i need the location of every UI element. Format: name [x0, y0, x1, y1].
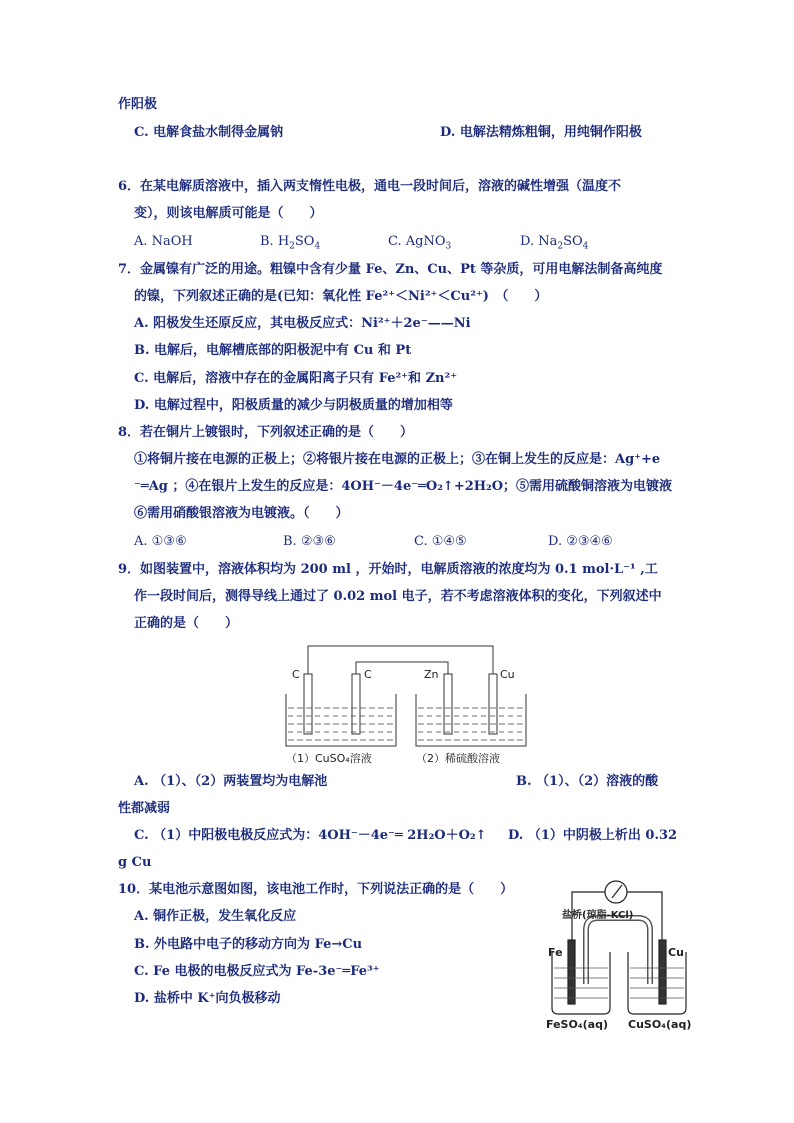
- q9-figure: [278, 638, 528, 768]
- q5-option-c: C. 电解食盐水制得金属钠: [134, 125, 284, 140]
- q10-salt-bridge-inner: [586, 918, 650, 984]
- q10-figure: [540, 868, 700, 1038]
- q9-caption-1: （1）CuSO₄溶液: [286, 752, 372, 765]
- q10-option-d: D. 盐桥中 K⁺向负极移动: [134, 991, 281, 1006]
- q10-galvanometer-needle: [612, 885, 622, 898]
- q9-option-a: A. （1）、（2）两装置均为电解池: [134, 774, 328, 789]
- q8-option-a: A. ①③⑥: [134, 534, 187, 549]
- q9-option-b-part2: 性都减弱: [118, 801, 171, 816]
- q9-label-c2: C: [364, 668, 372, 681]
- q9-electrode-zn: [444, 674, 452, 734]
- q10-label-fe: Fe: [548, 946, 563, 959]
- q10-label-cu: Cu: [668, 946, 684, 959]
- q6-option-d: D. $Na_2SO_4$: [520, 234, 589, 252]
- q8-stem-line3: ⁻═Ag ；④在银片上发生的反应是：4OH⁻－4e⁻═O₂↑+2H₂O；⑤需用硫酸铜溶液为电镀液: [134, 479, 673, 494]
- q9-outer-wire: [308, 646, 493, 674]
- q9-label-c1: C: [292, 668, 300, 681]
- q9-stem-line2: 作一段时间后，测得导线上通过了 0.02 mol 电子，若不考虑溶液体积的变化，下列叙述中: [134, 589, 662, 604]
- q5-continuation: 作阳极: [118, 97, 158, 112]
- q9-option-b-part1: B. （1）、（2）溶液的酸: [516, 774, 659, 789]
- q7-stem-line1: 7．金属镍有广泛的用途。粗镍中含有少量 Fe、Zn、Cu、Pt 等杂质，可用电解法制备高纯度: [118, 262, 663, 277]
- q10-label-feso4: FeSO₄(aq): [546, 1018, 608, 1031]
- q9-option-c: C. （1）中阳极电极反应式为：4OH⁻－4e⁻═ 2H₂O＋O₂↑: [134, 828, 487, 843]
- q9-electrode-c1: [304, 674, 312, 734]
- q10-option-b: B. 外电路中电子的移动方向为 Fe→Cu: [134, 937, 363, 952]
- q8-option-b: B. ②③⑥: [283, 534, 336, 549]
- q10-beaker-left: [552, 952, 610, 1014]
- q8-option-d: D. ②③④⑥: [548, 534, 613, 549]
- q6-option-b: B. $H_2SO_4$: [260, 234, 321, 252]
- q8-stem-line2: ①将铜片接在电源的正极上；②将银片接在电源的正极上；③在铜上发生的反应是：Ag⁺+e: [134, 452, 661, 467]
- q10-stem: 10．某电池示意图如图，该电池工作时，下列说法正确的是（ ）: [118, 882, 514, 897]
- q9-option-d-part1: D. （1）中阴极上析出 0.32: [508, 828, 678, 843]
- q8-option-c: C. ①④⑤: [414, 534, 467, 549]
- q9-electrode-cu: [489, 674, 497, 734]
- q10-electrode-cu: [659, 940, 666, 1004]
- q9-caption-2: （2）稀硫酸溶液: [416, 752, 500, 765]
- q10-electrode-fe: [568, 940, 575, 1004]
- q6-stem-line2: 变），则该电解质可能是（ ）: [134, 206, 323, 221]
- q10-beaker-right: [628, 952, 686, 1014]
- q7-option-d: D. 电解过程中，阳极质量的减少与阴极质量的增加相等: [134, 398, 453, 413]
- q7-stem-line2: 的镍，下列叙述正确的是(已知：氧化性 Fe²⁺＜Ni²⁺＜Cu²⁺) （ ）: [134, 289, 548, 304]
- q8-stem-line1: 8．若在铜片上镀银时，下列叙述正确的是（ ）: [118, 425, 414, 440]
- q6-option-c: C. AgNO$_3$: [388, 234, 452, 252]
- q10-salt-bridge: [586, 918, 650, 984]
- q10-label-cuso4: CuSO₄(aq): [628, 1018, 692, 1031]
- q9-stem-line3: 正确的是（ ）: [134, 616, 239, 631]
- q8-stem-line4: ⑥需用硝酸银溶液为电镀液。（ ）: [134, 506, 349, 521]
- q9-apparatus-svg: [278, 638, 528, 768]
- q9-beaker-1: [286, 694, 396, 746]
- q9-stem-line1: 9．如图装置中，溶液体积均为 200 ml ，开始时，电解质溶液的浓度均为 0.1 mol·L⁻¹ ,工: [118, 562, 658, 577]
- q7-option-c: C. 电解后，溶液中存在的金属阳离子只有 Fe²⁺和 Zn²⁺: [134, 371, 458, 386]
- q6-stem-line1: 6．在某电解质溶液中，插入两支惰性电极，通电一段时间后，溶液的碱性增强（温度不: [118, 179, 622, 194]
- q6-option-a: A. NaOH: [134, 234, 193, 249]
- q5-option-d: D. 电解法精炼粗铜，用纯铜作阳极: [440, 125, 642, 140]
- q9-label-zn: Zn: [424, 668, 439, 681]
- q9-beaker-2: [416, 694, 526, 746]
- q7-option-a: A. 阳极发生还原反应，其电极反应式：Ni²⁺＋2e⁻——Ni: [134, 316, 471, 331]
- q9-label-cu: Cu: [500, 668, 515, 681]
- q10-option-a: A. 铜作正极，发生氧化反应: [134, 909, 297, 924]
- q10-option-c: C. Fe 电极的电极反应式为 Fe-3e⁻═Fe³⁺: [134, 964, 380, 979]
- q10-salt-bridge-label: 盐桥(琼脂-KCl): [562, 910, 634, 921]
- q9-electrode-c2: [352, 674, 360, 734]
- q7-option-b: B. 电解后，电解槽底部的阳极泥中有 Cu 和 Pt: [134, 343, 412, 358]
- q9-option-d-part2: g Cu: [118, 855, 152, 870]
